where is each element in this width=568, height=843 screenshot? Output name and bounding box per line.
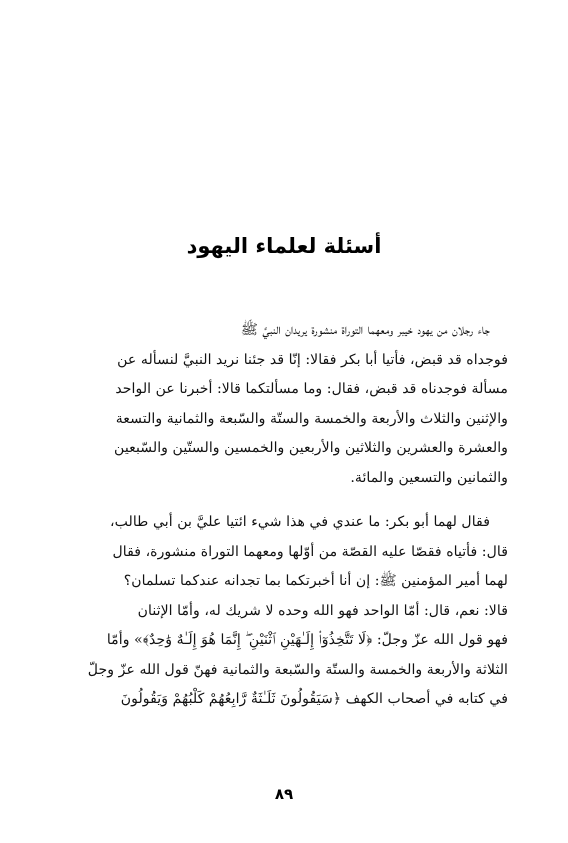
paragraph-2-line-7: في كتابه في أصحاب الكهف ﴿سَيَقُولُونَ ثَلَـٰثَةٌ رَّابِعُهُمْ كَلْبُهُمْ وَيَقُولُونَ bbox=[120, 691, 508, 707]
paragraph-2 bbox=[66, 508, 508, 715]
paragraph-1-line-6: والثمانين والتسعين والمائة. bbox=[350, 469, 508, 486]
paragraph-2-line-2: قال: فأتياه فقصّا عليه القصّة من أوّلها ومعهما التوراة منشورة، فقال bbox=[112, 543, 508, 560]
paragraph-2-line-5: فهو قول الله عزّ وجلّ: ﴿لَا تَتَّخِذُوٓا۟ إِلَـٰهَيْنِ ٱثْنَيْنِ ۖ إِنَّمَا هُوَ إِلَـٰهٌ وَٰحِدٌ﴾» وأمّا bbox=[106, 632, 508, 648]
paragraph-2-line-1: فقال لهما أبو بكر: ما عندي في هذا شيء ائتيا عليَّ بن أبي طالب، bbox=[110, 514, 490, 530]
chapter-title: أسئلة لعلماء اليهود bbox=[186, 234, 382, 258]
page-number: ٨٩ bbox=[274, 785, 294, 803]
paragraph-1-line-3: مسألة فوجدناه قد قبض، فقال: وما مسألتكما قالا: أخبرنا عن الواحد bbox=[115, 381, 508, 397]
paragraph-2-line-6: الثلاثة والأربعة والخمسة والستّة والسّبعة والثمانية فهنّ قول الله عزّ وجلّ bbox=[87, 661, 508, 678]
paragraph-1-line-1: جاء رجلان من يهود خيبر ومعهما التوراة منشورة يريدان النبيَّ ﷺ bbox=[240, 322, 490, 338]
paragraph-1-line-5: والعشرة والعشرين والثلاثين والأربعين والخمسين والستّين والسّبعين bbox=[114, 440, 508, 456]
paragraph-2-line-3: لهما أمير المؤمنين ﷺ: إن أنا أخبرتكما بما تجدانه عندكما تسلمان؟ bbox=[123, 573, 508, 589]
paragraph-1-line-2: فوجداه قد قبض، فأتيا أبا بكر فقالا: إنّا قد جئنا نريد النبيَّ لنسأله عن bbox=[117, 351, 508, 368]
paragraph-1 bbox=[66, 316, 508, 493]
paragraph-1-line-4: والإثنين والثلاث والأربعة والخمسة والستّة والسّبعة والثمانية والتسعة bbox=[115, 410, 508, 427]
paragraph-2-line-4: قالا: نعم، قال: أمّا الواحد فهو الله وحده لا شريك له، وأمّا الإثنان bbox=[137, 602, 508, 619]
